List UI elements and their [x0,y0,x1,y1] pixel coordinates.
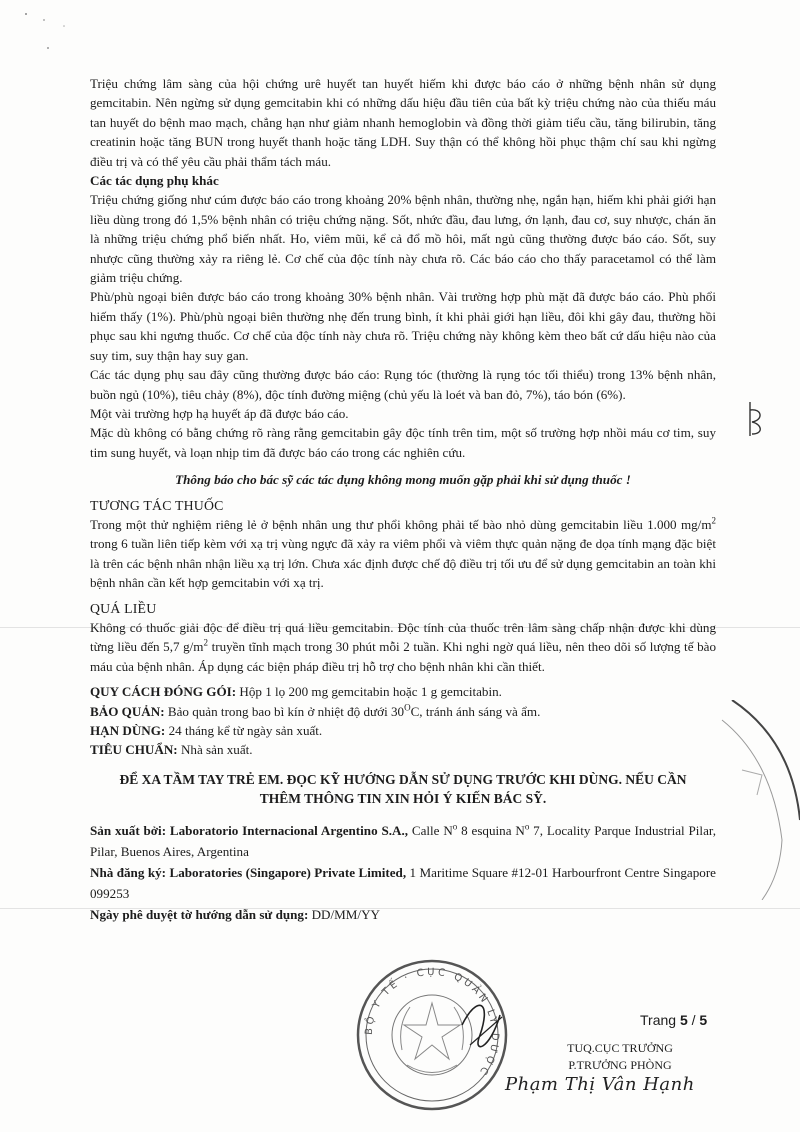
paragraph-hypotension: Một vài trường hợp hạ huyết áp đã được báo cáo. [90,405,349,421]
signature-title-2: P.TRƯỞNG PHÒNG [568,1058,672,1072]
packaging-line: QUY CÁCH ĐÓNG GÓI: Hộp 1 lọ 200 mg gemcitabin hoặc 1 g gemcitabin. [90,684,502,700]
svg-text:BỘ Y TẾ · CỤC QUẢN LÝ DƯỢC [363,967,501,1079]
interactions-heading: TƯƠNG TÁC THUỐC [90,497,224,513]
signature-block [530,1040,710,1074]
expiry-line: HẠN DÙNG: 24 tháng kể từ ngày sản xuất. [90,723,323,738]
other-effects-heading: Các tác dụng phụ khác [90,173,219,189]
margin-initials [746,400,768,440]
paragraph-hemolytic: Triệu chứng lâm sàng của hội chứng urê huyết tan huyết hiếm khi được báo cáo ở những bệnh nhân sử dụng gemcitabin. Nên ngừng sử dụng gemcitabin khi có những dấu hiệu đầu tiên của bất kỳ triệu chứng nào của thiếu máu tan huyết do bệnh mao mạch, chẳng hạn như giảm nhanh hemoglobin và đồng thời giảm tiểu cầu, tăng bilirubin, tăng creatinin hoặc tăng BUN trong huyết thanh hoặc tăng LDH. Suy thận có thể không hồi phục thậm chí sau khi ngừng điều trị và có thể yêu cầu phải thẩm tách máu. [90,76,716,169]
document-body [90,74,716,925]
paragraph-cardiac: Mặc dù không có bằng chứng rõ ràng rằng gemcitabin gây độc tính trên tim, một số trường hợp nhồi máu cơ tim, suy tim sung huyết, và loạn nhịp tim đã được báo cáo trong các nghiên cứu. [90,425,716,460]
doctor-notice: Thông báo cho bác sỹ các tác dụng không mong muốn gặp phải khi sử dụng thuốc ! [175,472,631,488]
storage-line: BẢO QUẢN: Bảo quản trong bao bì kín ở nhiệt độ dưới $30^OC$, tránh ánh sáng và ẩm. [90,702,541,719]
standard-line: TIÊU CHUẨN: Nhà sản xuất. [90,742,253,758]
partial-stamp [662,700,800,900]
paragraph-edema: Phù/phù ngoại biên được báo cáo trong khoảng 30% bệnh nhân. Vài trường hợp phù mặt đã được báo cáo. Phù phổi hiếm thấy (1%). Phù/phù ngoại biên thường nhẹ đến trung bình, ít khi phải giới hạn liều, đôi khi gây đau, thường hồi phục sau khi ngưng thuốc. Cơ chế của độc tính này chưa rõ. Triệu chứng này không kèm theo bất cứ dấu hiệu nào của suy tim, suy thận hay suy gan. [90,289,716,363]
scan-dots [20,10,80,60]
overdose-text: Không có thuốc giải độc để điều trị quá liều gemcitabin. Độc tính của thuốc trên lâm sàng chấp nhận được khi dùng từng liều đến 5,7 $g/m^2$ truyền tĩnh mạch trong 30 phút mỗi 2 tuần. Khi nghi ngờ quá liều, nên theo dõi số lượng tế bào máu của bệnh nhân. Áp dụng các biện pháp điều trị hỗ trợ cho bệnh nhân khi cần thiết. [90,619,717,674]
registrant-line: Nhà đăng ký: Laboratories (Singapore) Private Limited, 1 Maritime Square #12-01 Harbourfront Centre Singapore 099253 [90,864,716,901]
approval-line: Ngày phê duyệt tờ hướng dẫn sử dụng: DD/MM/YY [90,906,380,922]
manufacturer-line: Sản xuất bởi: Laboratorio Internacional Argentino S.A., Calle $N^o$ 8 esquina $N^o$ 7, Locality Parque Industrial Pilar, Pilar, Buenos Aires, Argentina [90,821,716,859]
paragraph-common-effects: Các tác dụng phụ sau đây cũng thường được báo cáo: Rụng tóc (thường là rụng tóc tối thiểu) trong 13% bệnh nhân, buồn ngủ (10%), tiêu chảy (8%), độc tính đường miệng (chủ yếu là loét và ban đỏ, 7%), táo bón (6%). [90,367,716,402]
overdose-heading: QUÁ LIỀU [90,600,157,616]
children-warning: ĐỂ XA TẦM TAY TRẺ EM. ĐỌC KỸ HƯỚNG DẪN SỬ DỤNG TRƯỚC KHI DÙNG. NẾU CẦN THÊM THÔNG TIN XIN HỎI Ý KIẾN BÁC SỸ. [119,771,687,806]
official-seal [352,955,512,1115]
page-number: Trang 5 / 5 [640,1012,708,1028]
interactions-text: Trong một thử nghiệm riêng lẻ ở bệnh nhân ung thư phổi không phải tế bào nhỏ dùng gemcitabin liều 1.000 $mg/m^2$ trong 6 tuần liên tiếp kèm với xạ trị vùng ngực đã xảy ra viêm phổi và viêm thực quản nặng đe dọa tính mạng đặc biệt là trên các bệnh nhân nhận liều xạ trị lớn. Chưa xác định được chế độ điều trị tối ưu để sử dụng gemcitabin an toàn khi bệnh nhân cần kết hợp gemcitabin với xạ trị. [90,515,716,591]
paragraph-flu-like: Triệu chứng giống như cúm được báo cáo trong khoảng 20% bệnh nhân, thường nhẹ, ngắn hạn, hiếm khi phải giới hạn liều dùng trong đó 1,5% bệnh nhân có triệu chứng nặng. Sốt, nhức đầu, đau lưng, ớn lạnh, đau cơ, suy nhược, chán ăn là những triệu chứng phổ biến nhất. Ho, viêm mũi, kể cả đổ mồ hôi, mất ngủ cũng thường được báo cáo. Sốt, suy nhược cũng thường xảy ra riêng lẻ. Cơ chế của độc tính này chưa rõ. Các báo cáo cho thấy paracetamol có thể làm giảm triệu chứng. [90,192,716,286]
seal-text: BỘ Y TẾ · CỤC QUẢN LÝ DƯỢC [363,966,501,1079]
signature-title-1: TUQ.CỤC TRƯỞNG [567,1041,673,1055]
signatory-name: Phạm Thị Vân Hạnh [505,1074,695,1095]
manufacturer-info [90,820,716,925]
